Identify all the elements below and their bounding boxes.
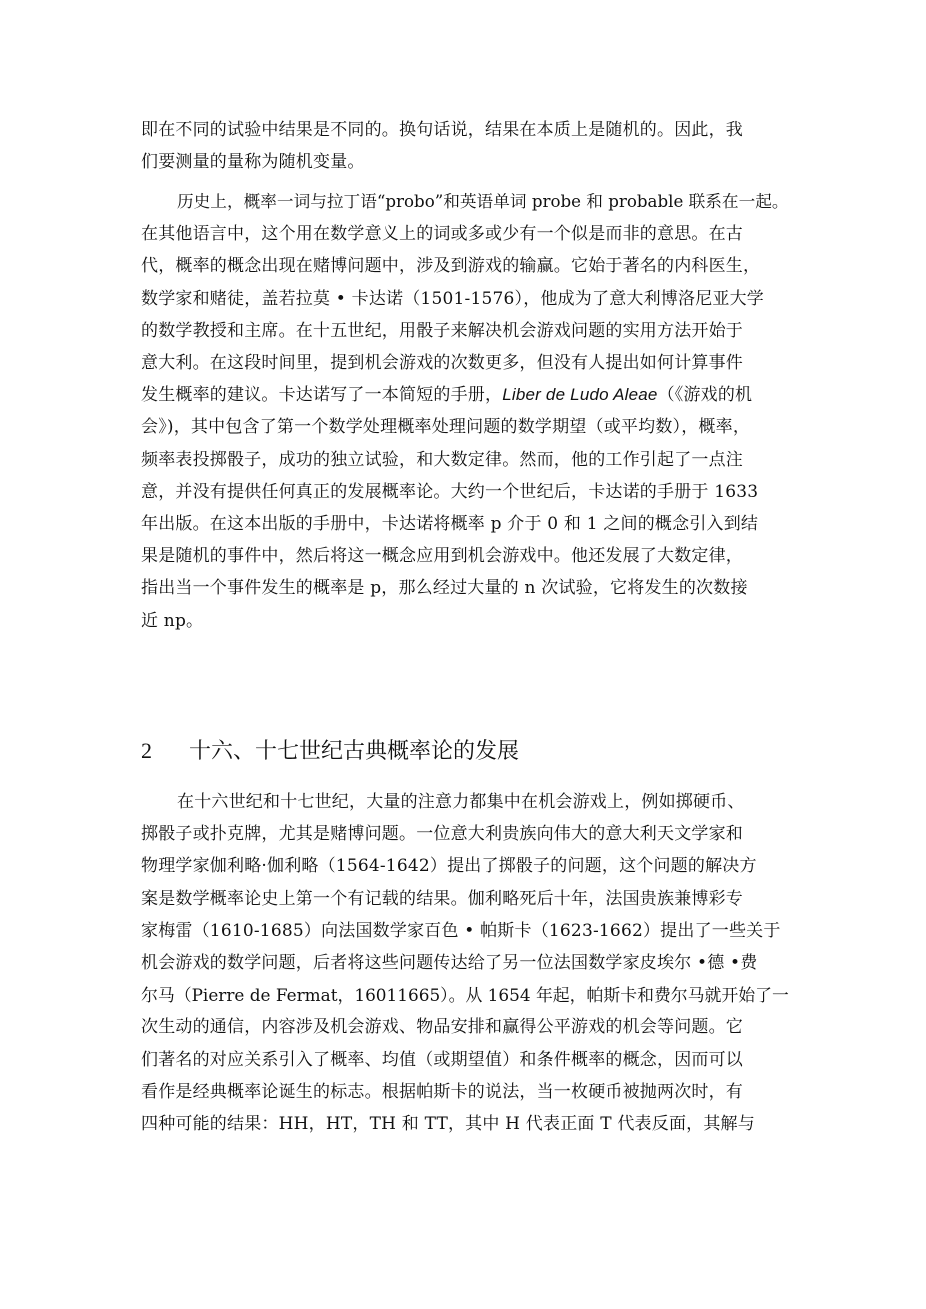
text-line: 案是数学概率论史上第一个有记载的结果。伽利略死后十年，法国贵族兼博彩专 <box>141 888 743 909</box>
paragraph-random-variable <box>141 114 789 178</box>
text-line: 数学家和赌徒，盖若拉莫 • 卡达诺（1501-1576），他成为了意大利博洛尼亚大学 <box>141 288 765 309</box>
text-line: 物理学家伽利略·伽利略（1564-1642）提出了掷骰子的问题，这个问题的解决方 <box>141 856 757 877</box>
text-line: 们著名的对应关系引入了概率、均值（或期望值）和条件概率的概念，因而可以 <box>141 1049 743 1070</box>
text-line: 掷骰子或扑克牌，尤其是赌博问题。一位意大利贵族向伟大的意大利天文学家和 <box>141 824 743 845</box>
text-line: 的数学教授和主席。在十五世纪，用骰子来解决机会游戏问题的实用方法开始于 <box>141 320 743 341</box>
text-line: 意，并没有提供任何真正的发展概率论。大约一个世纪后，卡达诺的手册于 1633 <box>141 481 759 502</box>
text-line: 尔马（Pierre de Fermat，16011665）。从 1654 年起，帕斯卡和费尔马就开始了一 <box>141 985 789 1006</box>
text-line: 次生动的通信，内容涉及机会游戏、物品安排和赢得公平游戏的机会等问题。它 <box>141 1017 743 1038</box>
text-line: 机会游戏的数学问题，后者将这些问题传达给了另一位法国数学家皮埃尔 •德 •费 <box>141 953 758 974</box>
text-line: 四种可能的结果：HH，HT，TH 和 TT，其中 H 代表正面 T 代表反面，其解与 <box>141 1114 755 1135</box>
paragraph-cardano-history <box>141 186 789 637</box>
text-line: 即在不同的试验中结果是不同的。换句话说，结果在本质上是随机的。因此，我 <box>141 120 743 140</box>
text-line: 意大利。在这段时间里，提到机会游戏的次数更多，但没有人提出如何计算事件 <box>141 353 743 374</box>
text-line: 近 np。 <box>141 610 204 631</box>
text-line: 频率表投掷骰子，成功的独立试验，和大数定律。然而，他的工作引起了一点注 <box>141 449 743 470</box>
text-line: 会》)，其中包含了第一个数学处理概率处理问题的数学期望（或平均数），概率， <box>141 417 751 438</box>
text-line <box>141 379 789 411</box>
text-line: 家梅雷（1610-1685）向法国数学家百色 • 帕斯卡（1623-1662）提出了一些关于 <box>141 920 781 941</box>
text-line: 们要测量的量称为随机变量。 <box>141 152 365 173</box>
text-line: 指出当一个事件发生的概率是 p，那么经过大量的 n 次试验，它将发生的次数接 <box>141 578 748 599</box>
section-number: 2 <box>141 738 152 763</box>
section-heading <box>141 736 789 767</box>
text-line: 代，概率的概念出现在赌博问题中，涉及到游戏的输赢。它始于著名的内科医生， <box>141 256 761 277</box>
text-fragment: （《游戏的机 <box>657 385 753 406</box>
text-line: 果是随机的事件中，然后将这一概念应用到机会游戏中。他还发展了大数定律， <box>141 546 743 567</box>
text-line: 看作是经典概率论诞生的标志。根据帕斯卡的说法，当一枚硬币被抛两次时，有 <box>141 1081 743 1102</box>
paragraph-pascal-fermat <box>141 786 789 1140</box>
text-fragment: 发生概率的建议。卡达诺写了一本简短的手册， <box>141 385 503 406</box>
book-title-italic: Liber de Ludo Aleae <box>502 385 658 405</box>
section-title: 十六、十七世纪古典概率论的发展 <box>189 739 520 764</box>
text-line: 历史上，概率一词与拉丁语“probo”和英语单词 probe 和 probable 联系在一起。 <box>177 192 789 211</box>
text-line: 年出版。在这本出版的手册中，卡达诺将概率 p 介于 0 和 1 之间的概念引入到结 <box>141 514 759 535</box>
text-line: 在十六世纪和十七世纪，大量的注意力都集中在机会游戏上，例如掷硬币、 <box>177 792 745 812</box>
text-line: 在其他语言中，这个用在数学意义上的词或多或少有一个似是而非的意思。在古 <box>141 224 743 245</box>
